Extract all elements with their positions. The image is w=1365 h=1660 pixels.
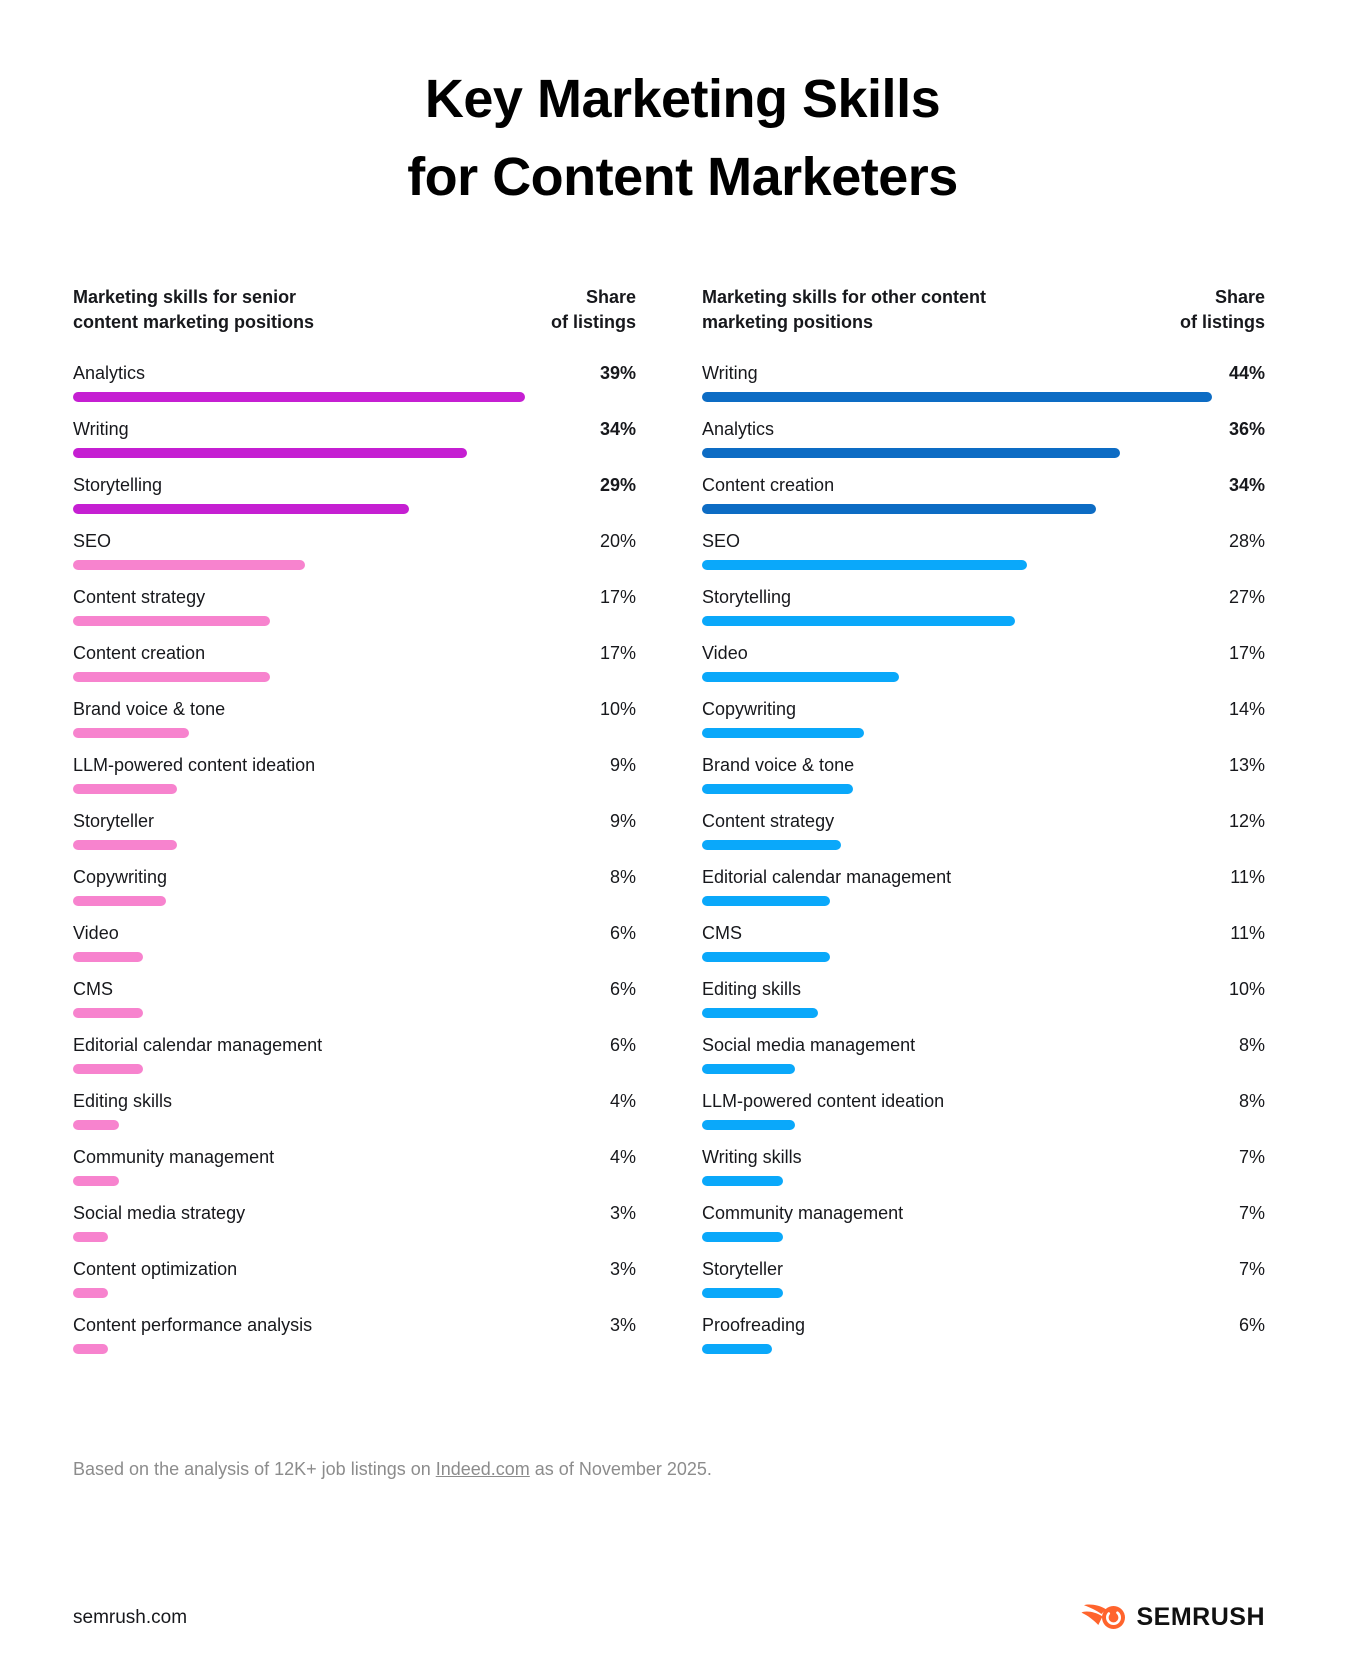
chart-other-positions bbox=[702, 285, 1265, 1369]
skill-value: 17% bbox=[599, 586, 636, 607]
footnote-suffix: as of November 2025. bbox=[529, 1458, 712, 1479]
skill-row bbox=[73, 1313, 636, 1354]
skill-value: 11% bbox=[1230, 922, 1265, 943]
chart-header bbox=[702, 285, 1265, 335]
skill-row bbox=[702, 865, 1265, 906]
skill-value: 3% bbox=[609, 1258, 636, 1279]
skill-row-header bbox=[702, 921, 1265, 945]
skill-label: Editing skills bbox=[73, 1090, 173, 1111]
skill-row-header bbox=[702, 1033, 1265, 1057]
chart-senior-positions bbox=[73, 285, 636, 1369]
skill-row bbox=[702, 921, 1265, 962]
skill-row bbox=[702, 585, 1265, 626]
skill-bar bbox=[702, 560, 1027, 570]
skill-bar bbox=[73, 1176, 119, 1186]
chart-header bbox=[73, 285, 636, 335]
skill-label: Brand voice & tone bbox=[73, 698, 226, 719]
skill-value: 8% bbox=[1238, 1090, 1265, 1111]
skill-bar bbox=[702, 1008, 818, 1018]
skill-label: Storytelling bbox=[702, 586, 792, 607]
skill-value: 6% bbox=[609, 1034, 636, 1055]
skill-label: Video bbox=[73, 922, 119, 943]
skill-bar bbox=[702, 952, 830, 962]
semrush-flame-ball-icon bbox=[1081, 1603, 1127, 1632]
skill-bar bbox=[73, 560, 305, 570]
skill-row-header bbox=[702, 585, 1265, 609]
skill-row bbox=[73, 865, 636, 906]
skill-label: Editorial calendar management bbox=[73, 1034, 323, 1055]
skill-bar bbox=[73, 1120, 119, 1130]
skill-value: 44% bbox=[1228, 362, 1265, 383]
skill-label: Content optimization bbox=[73, 1258, 238, 1279]
skill-row-header bbox=[73, 529, 636, 553]
skill-value: 8% bbox=[609, 866, 636, 887]
skill-row bbox=[73, 473, 636, 514]
skill-row bbox=[702, 417, 1265, 458]
page-footer bbox=[73, 1603, 1265, 1632]
semrush-logo bbox=[1081, 1603, 1265, 1632]
skill-label: Editing skills bbox=[702, 978, 802, 999]
skill-bar bbox=[702, 504, 1096, 514]
skill-value: 10% bbox=[599, 698, 636, 719]
skill-bar bbox=[702, 728, 864, 738]
skill-bar bbox=[702, 1064, 795, 1074]
skill-value: 13% bbox=[1228, 754, 1265, 775]
skill-bar bbox=[73, 784, 177, 794]
skill-row-header bbox=[702, 361, 1265, 385]
skill-bar bbox=[702, 1288, 783, 1298]
skill-row-header bbox=[73, 1201, 636, 1225]
skill-row-header bbox=[73, 1145, 636, 1169]
skill-row-header bbox=[702, 1257, 1265, 1281]
skill-row-header bbox=[73, 697, 636, 721]
skill-row bbox=[73, 753, 636, 794]
skill-row bbox=[702, 473, 1265, 514]
skill-label: Writing bbox=[73, 418, 129, 439]
skill-row bbox=[73, 529, 636, 570]
skill-row bbox=[73, 921, 636, 962]
skill-value: 7% bbox=[1238, 1202, 1265, 1223]
skill-value: 6% bbox=[1238, 1314, 1265, 1335]
skill-row-header bbox=[73, 1033, 636, 1057]
skill-row bbox=[73, 1257, 636, 1298]
skill-label: Writing skills bbox=[702, 1146, 802, 1167]
skill-row-header bbox=[73, 865, 636, 889]
skill-label: Storyteller bbox=[73, 810, 155, 831]
bar-rows bbox=[73, 361, 636, 1354]
bar-rows bbox=[702, 361, 1265, 1354]
skill-row-header bbox=[73, 753, 636, 777]
skill-label: Social media strategy bbox=[73, 1202, 246, 1223]
share-of-listings-label: Share of listings bbox=[551, 286, 636, 332]
skill-row bbox=[73, 809, 636, 850]
indeed-link[interactable]: Indeed.com bbox=[435, 1458, 530, 1479]
skill-label: Analytics bbox=[73, 362, 146, 383]
skill-row bbox=[702, 1145, 1265, 1186]
skill-row-header bbox=[73, 585, 636, 609]
skill-row bbox=[73, 697, 636, 738]
skill-row bbox=[73, 1145, 636, 1186]
site-url: semrush.com bbox=[73, 1606, 188, 1628]
skill-row-header bbox=[702, 809, 1265, 833]
skill-row bbox=[73, 361, 636, 402]
skill-label: Storytelling bbox=[73, 474, 163, 495]
skill-row-header bbox=[702, 473, 1265, 497]
skill-bar bbox=[702, 1176, 783, 1186]
skill-row bbox=[702, 361, 1265, 402]
skill-label: Brand voice & tone bbox=[702, 754, 855, 775]
skill-label: Editorial calendar management bbox=[702, 866, 952, 887]
skill-row-header bbox=[702, 1201, 1265, 1225]
skill-row bbox=[702, 1257, 1265, 1298]
skill-row bbox=[73, 1089, 636, 1130]
skill-bar bbox=[73, 448, 467, 458]
skill-bar bbox=[73, 1344, 108, 1354]
skill-row bbox=[702, 1033, 1265, 1074]
skill-label: Content strategy bbox=[73, 586, 206, 607]
skill-label: LLM-powered content ideation bbox=[73, 754, 316, 775]
skill-label: Video bbox=[702, 642, 748, 663]
skill-label: Content creation bbox=[702, 474, 835, 495]
skill-value: 34% bbox=[599, 418, 636, 439]
skill-bar bbox=[702, 896, 830, 906]
skill-bar bbox=[702, 616, 1015, 626]
skill-row bbox=[702, 1313, 1265, 1354]
semrush-wordmark: SEMRUSH bbox=[1136, 1603, 1265, 1631]
skill-row-header bbox=[73, 361, 636, 385]
skill-row bbox=[73, 977, 636, 1018]
skill-value: 6% bbox=[609, 978, 636, 999]
skill-row bbox=[73, 641, 636, 682]
chart-title: Marketing skills for senior content marketing positions bbox=[73, 286, 315, 332]
skill-row bbox=[702, 753, 1265, 794]
skill-value: 7% bbox=[1238, 1146, 1265, 1167]
skill-label: Analytics bbox=[702, 418, 775, 439]
skill-row-header bbox=[702, 977, 1265, 1001]
skill-row-header bbox=[73, 1257, 636, 1281]
skill-value: 20% bbox=[599, 530, 636, 551]
skill-row bbox=[702, 529, 1265, 570]
skill-bar bbox=[73, 616, 270, 626]
skill-value: 6% bbox=[609, 922, 636, 943]
skill-label: LLM-powered content ideation bbox=[702, 1090, 945, 1111]
skill-row-header bbox=[702, 697, 1265, 721]
skill-row bbox=[702, 977, 1265, 1018]
skill-row bbox=[702, 697, 1265, 738]
skill-row bbox=[702, 1201, 1265, 1242]
skill-value: 4% bbox=[609, 1146, 636, 1167]
skill-row-header bbox=[73, 417, 636, 441]
skill-row-header bbox=[73, 977, 636, 1001]
skill-row-header bbox=[702, 1313, 1265, 1337]
skill-value: 10% bbox=[1228, 978, 1265, 999]
skill-label: SEO bbox=[73, 530, 112, 551]
page-title-line1: Key Marketing Skills bbox=[424, 69, 941, 129]
skill-row-header bbox=[702, 1089, 1265, 1113]
skill-bar bbox=[73, 392, 525, 402]
skill-value: 27% bbox=[1228, 586, 1265, 607]
skill-value: 29% bbox=[599, 474, 636, 495]
chart-title: Marketing skills for other content marketing positions bbox=[702, 286, 987, 332]
skill-value: 7% bbox=[1238, 1258, 1265, 1279]
skill-label: SEO bbox=[702, 530, 741, 551]
skill-bar bbox=[73, 896, 166, 906]
skill-value: 39% bbox=[599, 362, 636, 383]
skill-bar bbox=[702, 1120, 795, 1130]
skill-label: CMS bbox=[73, 978, 113, 999]
skill-bar bbox=[73, 672, 270, 682]
page-title bbox=[0, 60, 1365, 217]
skill-row-header bbox=[73, 1089, 636, 1113]
skill-label: Community management bbox=[702, 1202, 904, 1223]
skill-label: CMS bbox=[702, 922, 742, 943]
skill-bar bbox=[73, 952, 143, 962]
skill-value: 3% bbox=[609, 1202, 636, 1223]
skill-value: 9% bbox=[609, 810, 636, 831]
skill-label: Writing bbox=[702, 362, 758, 383]
skill-value: 14% bbox=[1228, 698, 1265, 719]
skill-row bbox=[702, 641, 1265, 682]
skill-row bbox=[73, 1201, 636, 1242]
skill-row-header bbox=[702, 1145, 1265, 1169]
skill-bar bbox=[73, 728, 189, 738]
skill-value: 28% bbox=[1228, 530, 1265, 551]
skill-value: 4% bbox=[609, 1090, 636, 1111]
share-of-listings-label: Share of listings bbox=[1180, 286, 1265, 332]
skill-row-header bbox=[702, 641, 1265, 665]
skill-label: Copywriting bbox=[702, 698, 797, 719]
skill-label: Storyteller bbox=[702, 1258, 784, 1279]
skill-row-header bbox=[73, 641, 636, 665]
skill-value: 11% bbox=[1230, 866, 1265, 887]
source-footnote bbox=[0, 1457, 1365, 1482]
skill-value: 17% bbox=[1228, 642, 1265, 663]
skill-bar bbox=[702, 392, 1212, 402]
skill-row bbox=[702, 809, 1265, 850]
skill-row-header bbox=[702, 529, 1265, 553]
skill-row-header bbox=[73, 809, 636, 833]
skill-value: 17% bbox=[599, 642, 636, 663]
skill-bar bbox=[73, 504, 409, 514]
skill-row bbox=[702, 1089, 1265, 1130]
skill-label: Community management bbox=[73, 1146, 275, 1167]
skill-row-header bbox=[73, 921, 636, 945]
skill-bar bbox=[702, 784, 853, 794]
skill-value: 34% bbox=[1228, 474, 1265, 495]
skill-bar bbox=[73, 1008, 143, 1018]
skill-bar bbox=[702, 1232, 783, 1242]
skill-label: Content strategy bbox=[702, 810, 835, 831]
page-title-line2: for Content Marketers bbox=[407, 147, 958, 208]
skill-label: Content performance analysis bbox=[73, 1314, 313, 1335]
skill-bar bbox=[702, 840, 841, 850]
skill-value: 9% bbox=[609, 754, 636, 775]
skill-value: 12% bbox=[1228, 810, 1265, 831]
skill-label: Copywriting bbox=[73, 866, 168, 887]
skill-value: 36% bbox=[1228, 418, 1265, 439]
skill-label: Proofreading bbox=[702, 1314, 806, 1335]
skill-bar bbox=[73, 1064, 143, 1074]
skill-row bbox=[73, 585, 636, 626]
skill-label: Content creation bbox=[73, 642, 206, 663]
skill-row bbox=[73, 417, 636, 458]
skill-bar bbox=[702, 672, 899, 682]
skill-row bbox=[73, 1033, 636, 1074]
skill-label: Social media management bbox=[702, 1034, 916, 1055]
skill-row-header bbox=[702, 865, 1265, 889]
skill-row-header bbox=[702, 753, 1265, 777]
skill-row-header bbox=[73, 1313, 636, 1337]
charts-container bbox=[0, 285, 1365, 1369]
skill-value: 8% bbox=[1238, 1034, 1265, 1055]
skill-bar bbox=[73, 1288, 108, 1298]
skill-row-header bbox=[702, 417, 1265, 441]
skill-bar bbox=[702, 448, 1120, 458]
skill-value: 3% bbox=[609, 1314, 636, 1335]
skill-row-header bbox=[73, 473, 636, 497]
skill-bar bbox=[73, 840, 177, 850]
footnote-prefix: Based on the analysis of 12K+ job listings on bbox=[73, 1458, 436, 1479]
skill-bar bbox=[702, 1344, 772, 1354]
skill-bar bbox=[73, 1232, 108, 1242]
